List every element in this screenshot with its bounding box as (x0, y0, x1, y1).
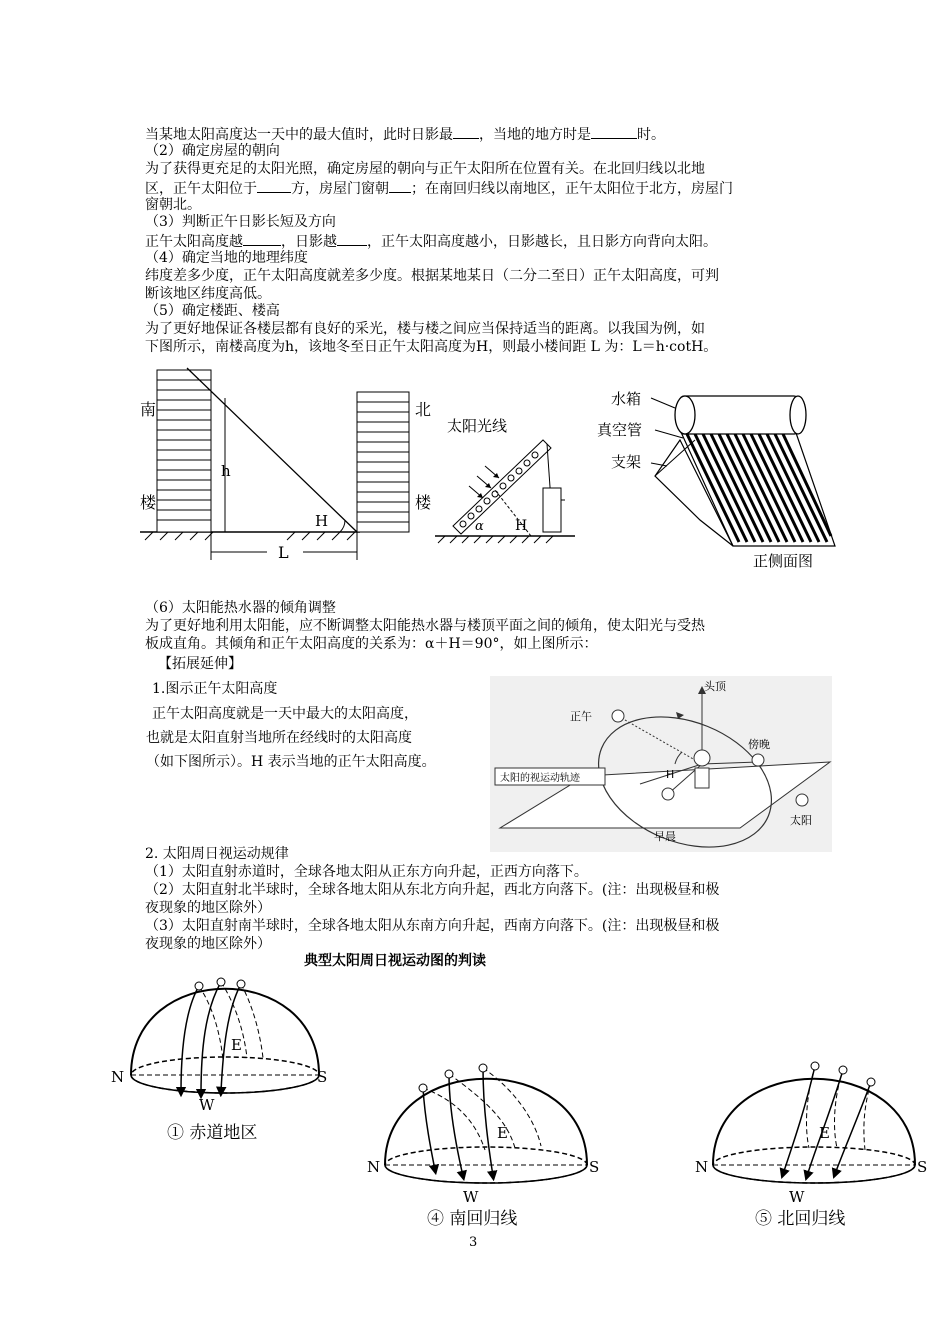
diagram-title: 典型太阳周日视运动图的判读 (304, 953, 486, 969)
extension-subheading: 1.图示正午太阳高度 (152, 681, 278, 697)
west-label: W (463, 1188, 479, 1206)
north-label: N (695, 1158, 709, 1176)
noon-label: 正午 (570, 710, 592, 723)
heading-5: （5）确定楼距、楼高 (145, 303, 280, 319)
text-line: （1）太阳直射赤道时，全球各地太阳从正东方向升起，正西方向落下。 (145, 864, 588, 880)
morning-label: 早晨 (654, 830, 676, 843)
text-line: 窗朝北。 (145, 197, 201, 213)
page-number: 3 (469, 1235, 478, 1250)
stand-label: 支架 (611, 453, 642, 471)
sentence: 方，房屋门窗朝 (291, 181, 389, 197)
heading-4: （4）确定当地的地理纬度 (145, 250, 308, 266)
south-label: 南 (140, 400, 157, 419)
south-label: S (917, 1158, 928, 1176)
caption-equator: ① 赤道地区 (167, 1123, 258, 1143)
text-line: （2）太阳直射北半球时，全球各地太阳从东北方向升起，西北方向落下。(注：出现极昼和极 (145, 882, 720, 898)
text-line (145, 231, 717, 251)
dome-equator (111, 978, 327, 1143)
sentence: 正午太阳高度越 (145, 234, 243, 250)
text-line: 夜现象的地区除外） (145, 900, 271, 916)
east-label: E (231, 1036, 242, 1054)
text-line: （3）太阳直射南半球时，全球各地太阳从东南方向升起，西南方向落下。(注：出现极昼和极 (145, 918, 720, 934)
north-label: N (111, 1068, 125, 1086)
water-tank-label: 水箱 (611, 390, 642, 408)
sentence: 当某地太阳高度达一天中的最大值时，此时日影最 (145, 127, 453, 143)
west-label: W (789, 1188, 805, 1206)
track-label: 太阳的视运动轨迹 (500, 773, 580, 784)
text-line: 板成直角。其倾角和正午太阳高度的关系为：α＋H＝90°，如上图所示： (145, 636, 598, 652)
caption-tropic-cancer: ⑤ 北回归线 (755, 1209, 846, 1229)
section-2-heading: 2. 太阳周日视运动规律 (145, 846, 289, 862)
text-line: 为了获得更充足的太阳光照，确定房屋的朝向与正午太阳所在位置有关。在北回归线以北地 (145, 161, 705, 177)
sun-label: 太阳 (790, 814, 812, 827)
text-line: 纬度差多少度，正午太阳高度就差多少度。根据某地某日（二分二至日）正午太阳高度，可判 (145, 268, 719, 284)
north-label: 北 (415, 400, 432, 419)
heading-2: （2）确定房屋的朝向 (145, 143, 280, 159)
sunlight-label: 太阳光线 (447, 417, 508, 435)
zenith-label: 头顶 (704, 680, 726, 693)
answer-blank[interactable] (257, 178, 291, 193)
angle-H-label: H (315, 512, 329, 530)
answer-blank[interactable] (591, 124, 637, 139)
text-line: 正午太阳高度就是一天中最大的太阳高度， (152, 706, 418, 722)
alpha-label: α (475, 519, 484, 534)
distance-L-label: L (278, 543, 289, 562)
altitude-H-label: H (666, 768, 675, 781)
text-line: 为了更好地利用太阳能，应不断调整太阳能热水器与楼顶平面之间的倾角，使太阳光与受热 (145, 618, 705, 634)
answer-blank[interactable] (453, 124, 479, 139)
angle-H-label: H (515, 518, 528, 534)
sentence: ；在南回归线以南地区，正午太阳位于北方，房屋门 (411, 181, 733, 197)
heading-3: （3）判断正午日影长短及方向 (145, 214, 336, 230)
answer-blank[interactable] (389, 178, 411, 193)
sentence: ，正午太阳高度越小，日影越长，且日影方向背向太阳。 (367, 234, 717, 250)
extension-heading: 【拓展延伸】 (158, 656, 242, 672)
text-line: （如下图所示）。H 表示当地的正午太阳高度。 (146, 754, 436, 770)
text-line: 下图所示，南楼高度为h，该地冬至日正午太阳高度为H，则最小楼间距 L 为：L＝h·cotH。 (145, 339, 718, 355)
south-label: S (589, 1158, 600, 1176)
building-label: 楼 (140, 493, 157, 512)
vacuum-tube-label: 真空管 (597, 421, 643, 439)
text-line: 夜现象的地区除外） (145, 936, 271, 952)
text-line-1 (145, 124, 665, 144)
heading-6: （6）太阳能热水器的倾角调整 (145, 600, 336, 616)
side-view-label: 正侧面图 (753, 552, 814, 570)
building-label: 楼 (415, 493, 432, 512)
dome-tropic-cancer (695, 1062, 927, 1229)
dusk-label: 傍晚 (748, 738, 770, 751)
text-line (145, 178, 733, 198)
west-label: W (199, 1096, 215, 1114)
sun-path-diagrams (105, 970, 940, 1230)
answer-blank[interactable] (337, 231, 367, 246)
dome-tropic-capricorn (367, 1064, 599, 1229)
east-label: E (497, 1124, 508, 1142)
sentence: ，当地的地方时是 (479, 127, 591, 143)
sentence: ，日影越 (281, 234, 337, 250)
north-label: N (367, 1158, 381, 1176)
answer-blank[interactable] (243, 231, 281, 246)
noon-sun-altitude-figure (490, 676, 832, 852)
sentence: 时。 (637, 127, 665, 143)
caption-tropic-capricorn: ④ 南回归线 (427, 1209, 518, 1229)
south-label: S (317, 1068, 328, 1086)
text-line: 为了更好地保证各楼层都有良好的采光，楼与楼之间应当保持适当的距离。以我国为例，如 (145, 321, 705, 337)
height-h-label: h (221, 462, 231, 480)
building-spacing-figure (135, 360, 855, 575)
sentence: 区，正午太阳位于 (145, 181, 257, 197)
text-line: 断该地区纬度高低。 (145, 286, 271, 302)
east-label: E (819, 1124, 830, 1142)
text-line: 也就是太阳直射当地所在经线时的太阳高度 (146, 730, 412, 746)
